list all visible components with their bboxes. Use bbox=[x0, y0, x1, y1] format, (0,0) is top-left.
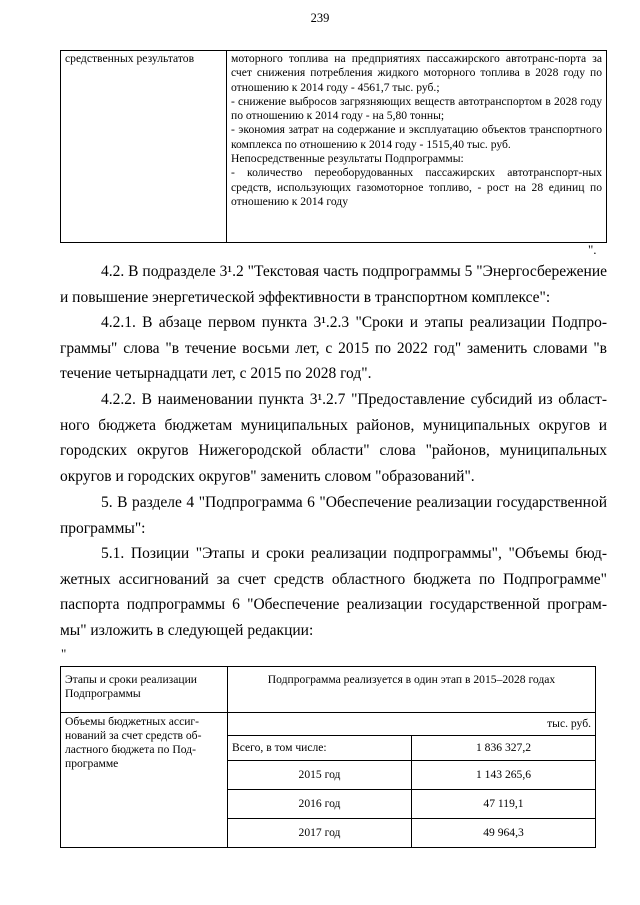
year-label: 2016 год bbox=[228, 789, 412, 818]
results-line: - экономия затрат на содержание и эксплуатацию объектов транспортного комплекса по отношению к 2014 году - 1515,40 тыс. руб. bbox=[231, 123, 602, 151]
stages-value-cell: Подпрограмма реализуется в один этап в 2015–2028 годах bbox=[228, 667, 596, 713]
stages-label-cell: Этапы и сроки реализации Подпрограммы bbox=[61, 667, 228, 713]
results-line: - снижение выбросов загрязняющих веществ автотранспортом в 2028 году по отношению к 2014 году - на 5,80 тонны; bbox=[231, 94, 602, 123]
results-table-left-cell: средственных результатов bbox=[61, 51, 227, 243]
year-label: 2015 год bbox=[228, 760, 412, 789]
closing-quote: ". bbox=[588, 242, 597, 257]
total-value: 1 836 327,2 bbox=[412, 735, 596, 760]
unit-label: тыс. руб. bbox=[228, 713, 595, 735]
paragraph-4-2: 4.2. В подразделе 3¹.2 "Текстовая часть подпрограммы 5 "Энергосбережение и повышение энергетической эффективности в транспортном комплексе": bbox=[60, 263, 607, 306]
budget-value-cell bbox=[228, 713, 596, 848]
paragraph-4-2-1: 4.2.1. В абзаце первом пункта 3¹.2.3 "Сроки и этапы реализации Подпро-граммы" слова "в течение восьми лет, с 2015 по 2022 год" заменить словами "в течение четырнадцати лет, с 2015 по 2028 год". bbox=[60, 314, 607, 382]
year-value: 47 119,1 bbox=[412, 789, 596, 818]
budget-label-cell: Объемы бюджетных ассиг-нований за счет средств об-ластного бюджета по Под-программе bbox=[61, 713, 228, 848]
opening-quote: " bbox=[61, 646, 67, 661]
paragraph-5: 5. В разделе 4 "Подпрограмма 6 "Обеспечение реализации государственной программы": bbox=[60, 494, 607, 537]
paragraph-4-2-2: 4.2.2. В наименовании пункта 3¹.2.7 "Предоставление субсидий из област-ного бюджета бюджетам муниципальных районов, муниципальных округов и городских округов Нижегородской области" слова "районов, муниципальных округов и городских округов" заменить словом "образований". bbox=[60, 391, 607, 485]
page-number: 239 bbox=[310, 11, 330, 25]
results-table-right-cell bbox=[227, 51, 607, 243]
year-value: 1 143 265,6 bbox=[412, 760, 596, 789]
budget-subtable bbox=[228, 713, 595, 847]
results-line: - количество переоборудованных пассажирских автотранспорт-ных средств, использующих газомоторное топливо, - рост на 28 единиц по отношению к 2014 году bbox=[231, 166, 602, 208]
year-label: 2017 год bbox=[228, 818, 412, 847]
results-table bbox=[60, 50, 607, 243]
passport-table bbox=[60, 666, 596, 848]
paragraph-5-1: 5.1. Позиции "Этапы и сроки реализации подпрограммы", "Объемы бюд-жетных ассигнований за счет средств областного бюджета по Подпрограмме" паспорта подпрограммы 6 "Обеспечение реализации государственной програм-мы" изложить в следующей редакции: bbox=[60, 545, 607, 639]
total-label: Всего, в том числе: bbox=[228, 735, 412, 760]
results-line: моторного топлива на предприятиях пассажирского автотранс-порта за счет снижения потребления жидкого моторного топлива в 2028 году по отношению к 2014 году - 4561,7 тыс. руб.; bbox=[231, 52, 602, 94]
results-line: Непосредственные результаты Подпрограммы: bbox=[231, 152, 464, 166]
year-value: 49 964,3 bbox=[412, 818, 596, 847]
